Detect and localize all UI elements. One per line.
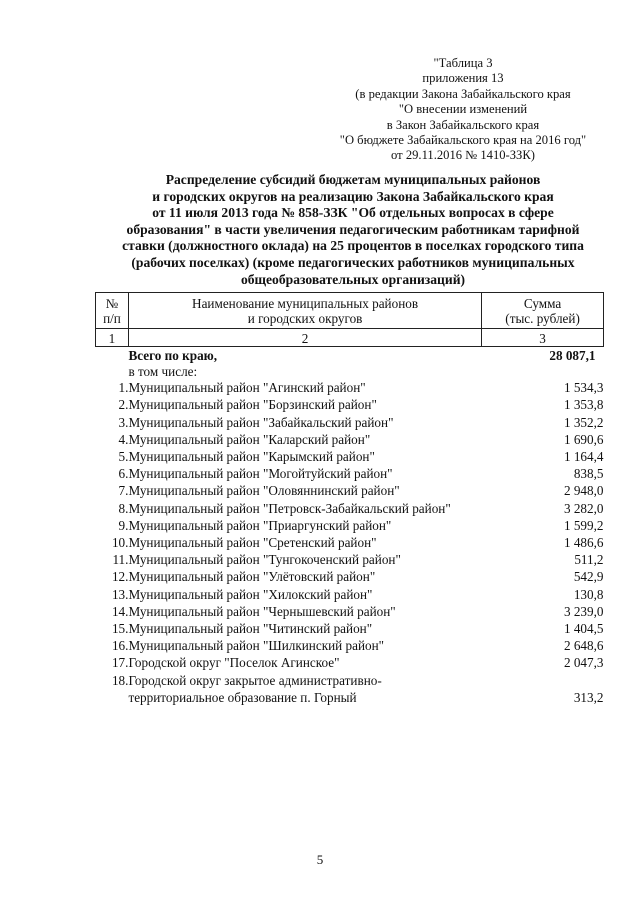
row-name: Муниципальный район "Каларский район" [128, 431, 371, 447]
title-line: от 11 июля 2013 года № 858-ЗЗК "Об отдельных вопросах в сфере [152, 205, 554, 221]
row-name: Муниципальный район "Чернышевский район" [128, 603, 396, 619]
row-number: 17. [111, 655, 129, 671]
header-number: № п/п [96, 293, 129, 329]
table-row [96, 414, 604, 431]
row-sum: 1 404,5 [563, 621, 604, 637]
table-header-row [96, 293, 604, 329]
title-line: образования" в части увеличения педагогическим работникам тарифной [126, 221, 580, 237]
subsidy-table [95, 292, 604, 706]
row-name: Муниципальный район "Карымский район" [128, 449, 375, 465]
annex-line: "О внесении изменений [398, 102, 528, 117]
annex-line: (в редакции Закона Забайкальского края [355, 86, 571, 101]
document-title [118, 172, 588, 288]
row-number: 7. [118, 483, 129, 499]
table-row [96, 568, 604, 585]
row-sum: 130,8 [573, 586, 604, 602]
row-sum: 1 690,6 [563, 431, 604, 447]
row-name: Муниципальный район "Могойтуйский район" [128, 466, 393, 482]
row-sum: 1 164,4 [563, 449, 604, 465]
annex-line: "О бюджете Забайкальского края на 2016 год" [339, 133, 587, 148]
row-name: Муниципальный район "Читинский район" [128, 621, 373, 637]
row-name [128, 672, 481, 706]
title-line: (рабочих поселках) (кроме педагогических работников муниципальных [131, 254, 575, 270]
annex-line: в Закон Забайкальского края [386, 117, 540, 132]
row-sum: 1 353,8 [563, 397, 604, 413]
table-row [96, 603, 604, 620]
row-number: 10. [111, 535, 129, 551]
row-name-line: Городской округ закрытое административно- [128, 672, 382, 688]
row-sum: 1 599,2 [563, 517, 604, 533]
table-row [96, 500, 604, 517]
title-line: общеобразовательных организаций) [240, 271, 466, 287]
row-number: 8. [118, 500, 129, 516]
table-row [96, 517, 604, 534]
table-row [96, 448, 604, 465]
including-row [96, 364, 604, 379]
table-row [96, 396, 604, 413]
annex-reference [318, 56, 608, 164]
row-name: Муниципальный район "Шилкинский район" [128, 638, 385, 654]
title-line: ставки (должностного оклада) на 25 процентов в поселках городского типа [122, 238, 584, 254]
row-name: Муниципальный район "Тунгокоченский район" [128, 552, 401, 568]
column-number: 2 [128, 329, 481, 347]
row-number: 2. [118, 397, 129, 413]
row-name: Муниципальный район "Улётовский район" [128, 569, 376, 585]
title-line: Распределение субсидий бюджетам муниципальных районов [165, 172, 541, 187]
row-sum: 2 047,3 [563, 655, 604, 671]
table-row [96, 637, 604, 654]
row-number: 5. [118, 449, 129, 465]
row-number: 9. [118, 517, 129, 533]
row-number: 14. [111, 603, 129, 619]
row-sum: 2 948,0 [563, 483, 604, 499]
header-sum: Сумма (тыс. рублей) [482, 293, 604, 329]
table-row [96, 482, 604, 499]
row-sum: 3 239,0 [563, 603, 604, 619]
row-sum: 542,9 [573, 569, 604, 585]
row-number: 1. [118, 380, 129, 396]
annex-line: от 29.11.2016 № 1410-ЗЗК) [391, 148, 535, 163]
row-sum: 2 648,6 [563, 638, 604, 654]
row-sum: 511,2 [574, 552, 604, 568]
row-name: Муниципальный район "Борзинский район" [128, 397, 377, 413]
table-row [96, 672, 604, 706]
annex-line: "Таблица 3 [433, 56, 493, 70]
row-number: 4. [118, 431, 129, 447]
table-row [96, 431, 604, 448]
row-sum: 838,5 [573, 466, 604, 482]
row-sum: 1 534,3 [563, 380, 604, 396]
row-number: 15. [111, 621, 129, 637]
row-name: Муниципальный район "Хилокский район" [128, 586, 373, 602]
total-row [96, 347, 604, 365]
row-name-line: территориальное образование п. Горный [128, 689, 357, 705]
row-number: 3. [118, 414, 129, 430]
row-name: Городской округ "Поселок Агинское" [128, 655, 340, 671]
total-sum: 28 087,1 [549, 348, 596, 363]
row-name: Муниципальный район "Оловяннинский район" [128, 483, 400, 499]
row-number: 16. [111, 638, 129, 654]
table-row [96, 551, 604, 568]
table-row [96, 465, 604, 482]
row-number: 12. [111, 569, 129, 585]
column-number: 3 [482, 329, 604, 347]
row-number: 11. [112, 552, 129, 568]
page-number: 5 [316, 852, 324, 867]
header-name: Наименование муниципальных районов и городских округов [128, 293, 481, 329]
row-number: 6. [118, 466, 129, 482]
table-row [96, 620, 604, 637]
row-name: Муниципальный район "Сретенский район" [128, 535, 377, 551]
row-sum: 3 282,0 [563, 500, 604, 516]
row-number: 18. [111, 672, 129, 688]
row-sum: 313,2 [573, 689, 604, 705]
row-name: Муниципальный район "Приаргунский район" [128, 517, 392, 533]
total-label: Всего по краю, [128, 348, 218, 363]
table-row [96, 586, 604, 603]
row-name: Муниципальный район "Агинский район" [128, 380, 366, 396]
row-name: Муниципальный район "Петровск-Забайкальский район" [128, 500, 451, 516]
annex-line: приложения 13 [422, 71, 504, 86]
table-row [96, 379, 604, 396]
table-row [96, 534, 604, 551]
title-line: и городских округов на реализацию Закона Забайкальского края [152, 188, 554, 204]
table-row [96, 654, 604, 671]
row-number: 13. [111, 586, 129, 602]
row-sum: 1 352,2 [563, 414, 604, 430]
including-label: в том числе: [128, 364, 198, 380]
column-number-row [96, 329, 604, 347]
row-sum: 1 486,6 [563, 535, 604, 551]
row-name: Муниципальный район "Забайкальский район" [128, 414, 394, 430]
column-number: 1 [96, 329, 129, 347]
